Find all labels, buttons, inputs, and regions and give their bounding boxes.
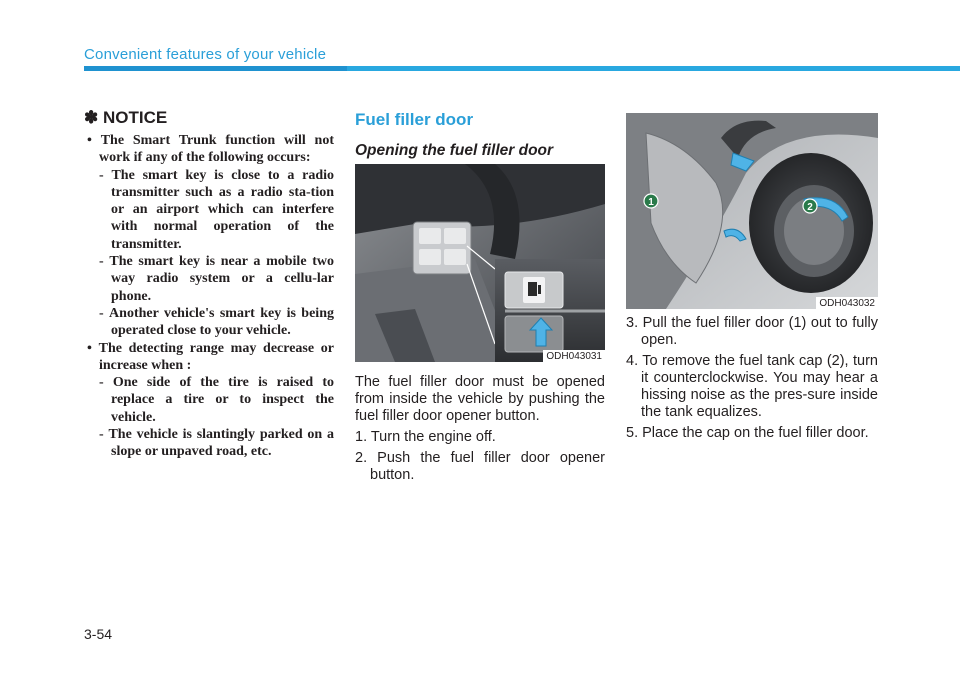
- fuel-instructions-left: [355, 374, 605, 484]
- step-item: 5. Place the cap on the fuel filler door.: [626, 425, 869, 441]
- callout-1: 1: [648, 197, 654, 208]
- figure1-code: ODH043031: [543, 350, 605, 362]
- notice-box: [84, 108, 334, 461]
- opener-button-figure: [355, 164, 605, 362]
- step-item: 4. To remove the fuel tank cap (2), turn it counterclockwise. You may hear a hissing noise as the pres-sure inside the tank equalizes.: [626, 353, 878, 420]
- notice-subitem: - The smart key is near a mobile two way radio system or a cellu-lar phone.: [99, 254, 334, 304]
- callout-2: 2: [807, 202, 813, 213]
- step-item: 1. Turn the engine off.: [355, 429, 496, 445]
- fuel-section-continued: [626, 113, 878, 446]
- figure2-code: ODH043032: [816, 297, 878, 309]
- step-item: 2. Push the fuel filler door opener button.: [355, 450, 605, 483]
- notice-subitem: - The smart key is close to a radio transmitter such as a radio sta-tion or an airport which can interfere with normal operation of the transmitter.: [99, 167, 334, 252]
- fuel-intro: The fuel filler door must be opened from inside the vehicle by pushing the fuel filler door opener button.: [355, 374, 605, 424]
- page-number: 3-54: [84, 626, 113, 642]
- notice-subitem: - Another vehicle's smart key is being operated close to your vehicle.: [99, 305, 334, 339]
- header-rule: [84, 66, 960, 71]
- fuel-section: [355, 110, 605, 488]
- notice-item: • The detecting range may decrease or increase when :: [87, 340, 335, 373]
- notice-subitem: - One side of the tire is raised to replace a tire or to inspect the vehicle.: [99, 375, 334, 425]
- section-header: Convenient features of your vehicle: [84, 46, 327, 63]
- fuel-door-illustration: [626, 113, 878, 309]
- fuel-instructions-right: [626, 315, 878, 442]
- notice-title: ✽ NOTICE: [84, 108, 168, 127]
- fuel-subtitle: Opening the fuel filler door: [355, 142, 554, 159]
- notice-star-icon: ✽: [84, 108, 99, 127]
- fuel-title: Fuel filler door: [355, 110, 474, 129]
- notice-subitem: - The vehicle is slantingly parked on a slope or unpaved road, etc.: [99, 427, 334, 460]
- step-item: 3. Pull the fuel filler door (1) out to fully open.: [626, 315, 878, 348]
- dashboard-illustration: [355, 164, 605, 362]
- fuel-cap-figure: [626, 113, 878, 309]
- notice-body: [84, 132, 334, 461]
- notice-item: • The Smart Trunk function will not work if any of the following occurs:: [87, 133, 334, 166]
